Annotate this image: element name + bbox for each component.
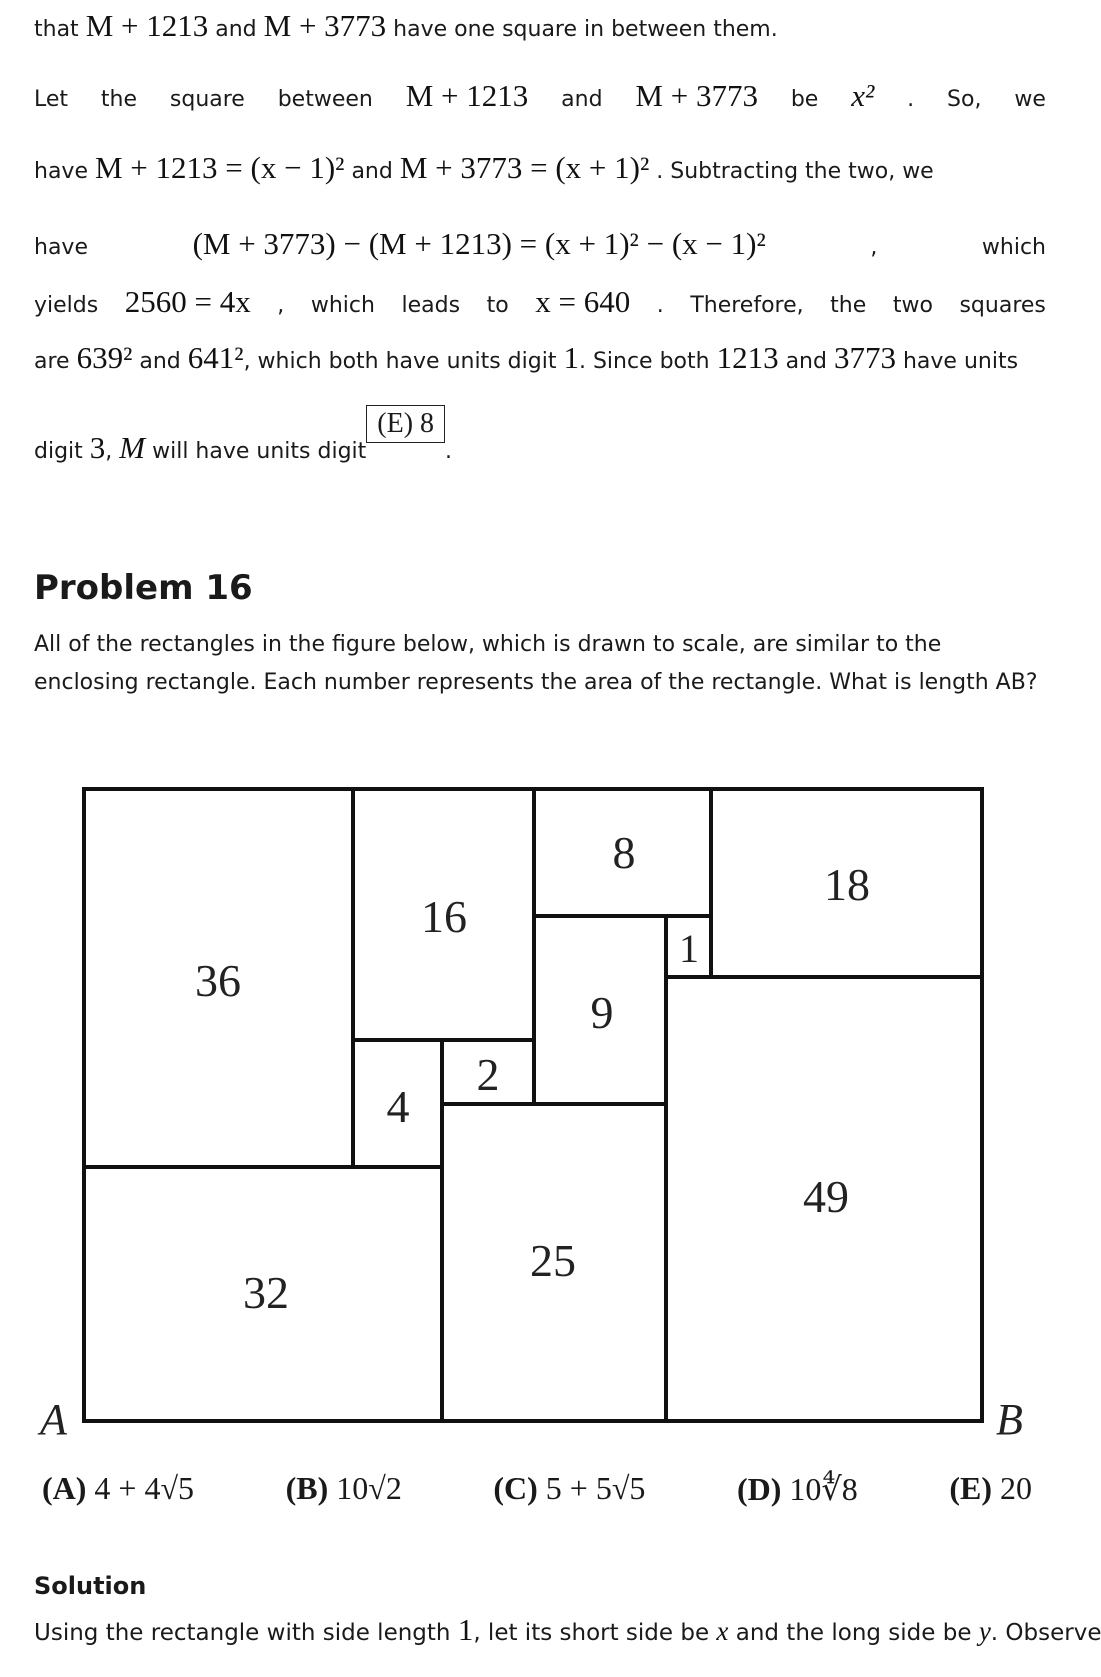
text: . bbox=[445, 439, 453, 464]
word: Let bbox=[34, 87, 69, 112]
text: , which both have units digit bbox=[243, 349, 557, 374]
word: So, bbox=[947, 87, 982, 112]
problem-title: Problem 16 bbox=[34, 568, 253, 608]
text: have units bbox=[902, 349, 1019, 374]
text: and bbox=[215, 17, 257, 42]
math: M + 3773 bbox=[635, 78, 758, 113]
math: 2560 = 4x bbox=[124, 284, 251, 319]
text-line bbox=[34, 8, 1046, 44]
label-b: B bbox=[996, 1395, 1023, 1444]
area-9: 9 bbox=[590, 987, 614, 1038]
word: we bbox=[1014, 87, 1046, 112]
choice-letter: (A) bbox=[42, 1470, 87, 1506]
choice-d bbox=[737, 1470, 858, 1508]
choice-c bbox=[493, 1470, 645, 1508]
text: and bbox=[785, 349, 827, 374]
text-line bbox=[34, 226, 1046, 262]
math: y bbox=[978, 1616, 991, 1646]
math: M + 1213 bbox=[85, 8, 209, 43]
word: two bbox=[892, 293, 933, 318]
word: which bbox=[310, 293, 375, 318]
choice-letter: (E) bbox=[949, 1470, 992, 1506]
word: . bbox=[656, 293, 664, 318]
word: Therefore, bbox=[690, 293, 804, 318]
text: . Since both bbox=[578, 349, 710, 374]
area-18: 18 bbox=[824, 859, 870, 910]
choice-value: 5 + 5√5 bbox=[545, 1470, 646, 1506]
choice-value: 10√2 bbox=[336, 1470, 402, 1506]
math: x² bbox=[851, 78, 875, 113]
word: square bbox=[169, 87, 245, 112]
text: Using the rectangle with side length bbox=[34, 1620, 451, 1646]
choice-value: 4 + 4√5 bbox=[94, 1470, 195, 1506]
area-32: 32 bbox=[243, 1267, 289, 1318]
text: are bbox=[34, 349, 70, 374]
area-2: 2 bbox=[476, 1049, 500, 1100]
text: , bbox=[870, 235, 878, 260]
math: x = 640 bbox=[535, 284, 631, 319]
text-line bbox=[34, 150, 1046, 186]
text-line bbox=[34, 78, 1046, 114]
math: 1 bbox=[457, 1612, 474, 1647]
area-1: 1 bbox=[679, 926, 699, 971]
math: M + 1213 bbox=[405, 78, 529, 113]
math: M + 3773 bbox=[263, 8, 387, 43]
text: . Subtracting the two, we bbox=[656, 159, 934, 184]
word: to bbox=[486, 293, 509, 318]
text: . Observe bbox=[990, 1620, 1101, 1646]
area-16: 16 bbox=[421, 891, 467, 942]
area-4: 4 bbox=[386, 1081, 410, 1132]
word: and bbox=[561, 87, 603, 112]
word: the bbox=[100, 87, 138, 112]
solution-text bbox=[34, 1612, 1101, 1648]
answer-choices bbox=[42, 1470, 1032, 1508]
math: M + 3773 = (x + 1)² bbox=[399, 150, 650, 185]
text: and bbox=[139, 349, 181, 374]
word: , bbox=[277, 293, 285, 318]
math: 1213 bbox=[716, 340, 779, 375]
word: squares bbox=[959, 293, 1046, 318]
choice-e bbox=[949, 1470, 1032, 1508]
solution-heading: Solution bbox=[34, 1572, 147, 1600]
math: 3773 bbox=[833, 340, 896, 375]
text: and the long side be bbox=[735, 1620, 972, 1646]
choice-value: 10∜8 bbox=[789, 1471, 858, 1507]
area-49: 49 bbox=[803, 1171, 849, 1222]
text: , let its short side be bbox=[473, 1620, 710, 1646]
choice-a bbox=[42, 1470, 194, 1508]
text-line bbox=[34, 284, 1046, 320]
math: 641² bbox=[187, 340, 244, 375]
math: M + 1213 = (x − 1)² bbox=[94, 150, 345, 185]
word: the bbox=[830, 293, 867, 318]
area-8: 8 bbox=[612, 827, 636, 878]
rectangle-figure bbox=[0, 760, 1080, 1480]
choice-value: 20 bbox=[1000, 1470, 1032, 1506]
text: and bbox=[351, 159, 393, 184]
word: be bbox=[790, 87, 819, 112]
area-36: 36 bbox=[195, 955, 241, 1006]
text-line bbox=[34, 408, 1046, 469]
choice-letter: (B) bbox=[285, 1470, 329, 1506]
text: , bbox=[105, 439, 113, 464]
word: . bbox=[907, 87, 915, 112]
word: leads bbox=[401, 293, 461, 318]
math: x bbox=[716, 1616, 729, 1646]
label-a: A bbox=[40, 1395, 67, 1444]
math: 3 bbox=[89, 430, 106, 465]
word: between bbox=[277, 87, 373, 112]
text: will have units digit bbox=[152, 439, 367, 464]
math: 1 bbox=[563, 340, 579, 375]
text: have bbox=[34, 159, 88, 184]
math: M bbox=[119, 430, 146, 465]
choice-b bbox=[286, 1470, 402, 1508]
text-line bbox=[34, 340, 1046, 376]
text: digit bbox=[34, 439, 83, 464]
word: yields bbox=[34, 293, 99, 318]
text: have bbox=[34, 235, 88, 260]
choice-letter: (D) bbox=[736, 1471, 782, 1507]
text: which bbox=[981, 235, 1046, 260]
text: that bbox=[34, 17, 79, 42]
text: have one square in between them. bbox=[393, 17, 778, 42]
math: 639² bbox=[76, 340, 133, 375]
choice-letter: (C) bbox=[493, 1470, 538, 1506]
problem-text: All of the rectangles in the figure below, which is drawn to scale, are similar to the enclosing rectangle. Each number represents the area of the rectangle. What is length AB? bbox=[34, 632, 1038, 695]
math: (M + 3773) − (M + 1213) = (x + 1)² − (x − 1)² bbox=[192, 226, 766, 261]
area-25: 25 bbox=[530, 1235, 576, 1286]
answer-box: (E) 8 bbox=[366, 405, 445, 443]
